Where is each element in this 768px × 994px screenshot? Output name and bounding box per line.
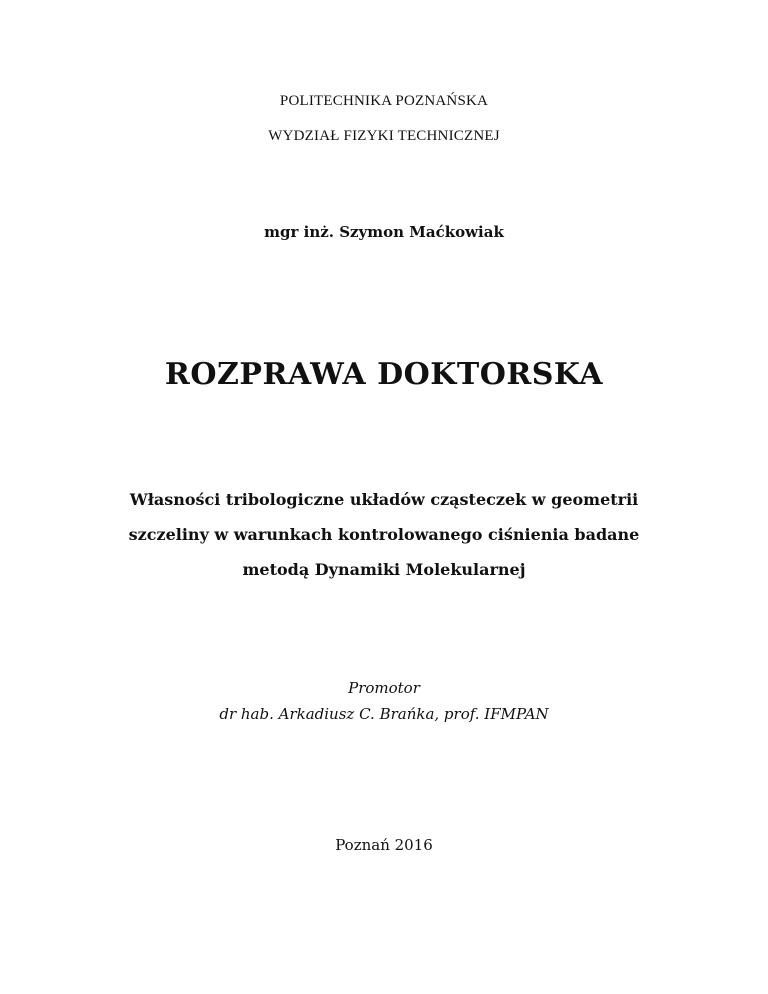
thesis-title-line-2: szczeliny w warunkach kontrolowanego ciśnienia badane — [128, 525, 640, 544]
supervisor-name: dr hab. Arkadiusz C. Brańka, prof. IFMPAN — [219, 705, 549, 723]
faculty-name: WYDZIAŁ FIZYKI TECHNICZNEJ — [268, 128, 500, 144]
place-and-year: Poznań 2016 — [335, 836, 433, 854]
thesis-title-line-3: metodą Dynamiki Molekularnej — [242, 560, 526, 579]
thesis-title-line-1: Własności tribologiczne układów cząsteczek w geometrii — [129, 490, 639, 509]
supervisor-label: Promotor — [348, 679, 420, 697]
author-name: mgr inż. Szymon Maćkowiak — [264, 223, 504, 241]
document-type: ROZPRAWA DOKTORSKA — [164, 357, 604, 392]
university-name: POLITECHNIKA POZNAŃSKA — [279, 93, 489, 109]
